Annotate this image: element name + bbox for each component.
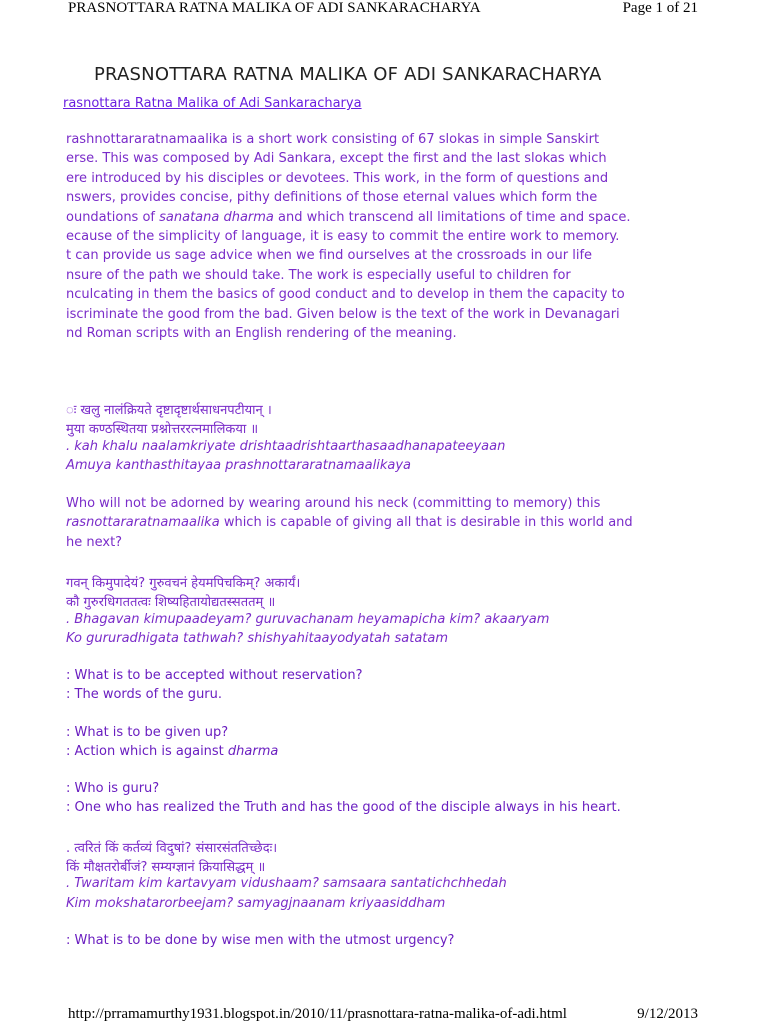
- intro-text: oundations of: [66, 210, 160, 225]
- verse1-devanagari-1: ः खलु नालंक्रियते दृष्टादृष्टार्थसाधनपटीयान् ।: [66, 403, 272, 418]
- page-footer: [0, 1006, 768, 1026]
- verse3-question-1: : What is to be done by wise men with the utmost urgency?: [66, 933, 455, 948]
- intro-text: and which transcend all limitations of time and space.: [273, 210, 631, 225]
- verse2-devanagari-2: कौ गुरुरधिगततत्वः शिष्यहितायोद्यतस्सततम् ॥: [66, 595, 276, 610]
- intro-line-9: nculcating in them the basics of good conduct and to develop in them the capacity to: [66, 287, 625, 302]
- title-link[interactable]: rasnottara Ratna Malika of Adi Sankaracharya: [63, 96, 362, 111]
- intro-line-5: [66, 210, 631, 225]
- answer-term: dharma: [227, 744, 279, 759]
- verse1-roman-2: Amuya kanthasthitayaa prashnottararatnamaalikaya: [66, 458, 411, 473]
- footer-date: 9/12/2013: [637, 1006, 698, 1022]
- verse3-roman-2: Kim mokshatarorbeejam? samyagjnaanam kriyaasiddham: [66, 896, 446, 911]
- verse1-english-2: [66, 515, 633, 530]
- intro-line-6: ecause of the simplicity of language, it is easy to commit the entire work to memory.: [66, 229, 620, 244]
- verse2-answer-1: : The words of the guru.: [66, 687, 223, 702]
- intro-line-8: nsure of the path we should take. The work is especially useful to children for: [66, 268, 571, 283]
- verse2-answer-2: [66, 744, 278, 759]
- verse2-roman-1: . Bhagavan kimupaadeyam? guruvachanam heyamapicha kim? akaaryam: [66, 612, 550, 627]
- page-title: PRASNOTTARA RATNA MALIKA OF ADI SANKARACHARYA: [94, 64, 602, 85]
- verse3-devanagari-2: किं मौक्षतरोर्बीजं? सम्यग्ज्ञानं क्रियासिद्धम् ॥: [66, 860, 266, 875]
- intro-line-4: nswers, provides concise, pithy definitions of those eternal values which form the: [66, 190, 598, 205]
- verse3-roman-1: . Twaritam kim kartavyam vidushaam? samsaara santatichchhedah: [66, 876, 507, 891]
- verse2-roman-2: Ko gururadhigata tathwah? shishyahitaayodyatah satatam: [66, 631, 449, 646]
- verse1-devanagari-2: मुया कण्ठस्थितया प्रश्नोत्तररत्नमालिकया ॥: [66, 422, 259, 437]
- verse2-answer-3: : One who has realized the Truth and has the good of the disciple always in his heart.: [66, 800, 621, 815]
- header-title: PRASNOTTARA RATNA MALIKA OF ADI SANKARACHARYA: [68, 0, 481, 16]
- intro-line-11: nd Roman scripts with an English rendering of the meaning.: [66, 326, 457, 341]
- intro-line-2: erse. This was composed by Adi Sankara, except the first and the last slokas which: [66, 151, 607, 166]
- verse2-devanagari-1: गवन् किमुपादेयं? गुरुवचनं हेयमपिचकिम्? अकार्यं।: [66, 576, 301, 591]
- intro-line-1: rashnottararatnamaalika is a short work consisting of 67 slokas in simple Sanskirt: [66, 132, 600, 147]
- verse1-english-3: he next?: [66, 535, 123, 550]
- page-number: Page 1 of 21: [622, 0, 698, 16]
- verse1-text: which is capable of giving all that is desirable in this world and: [219, 515, 633, 530]
- verse2-question-3: : Who is guru?: [66, 781, 160, 796]
- intro-line-7: t can provide us sage advice when we find ourselves at the crossroads in our life: [66, 248, 593, 263]
- verse1-roman-1: . kah khalu naalamkriyate drishtaadrishtaarthasaadhanapateeyaan: [66, 439, 506, 454]
- verse1-english-1: Who will not be adorned by wearing around his neck (committing to memory) this: [66, 496, 601, 511]
- verse2-question-2: : What is to be given up?: [66, 725, 229, 740]
- verse3-devanagari-1: . त्वरितं किं कर्तव्यं विदुषां? संसारसंततिच्छेदः।: [66, 841, 278, 856]
- intro-line-10: iscriminate the good from the bad. Given below is the text of the work in Devanagari: [66, 307, 620, 322]
- verse1-term: rasnottararatnamaalika: [66, 515, 220, 530]
- intro-emphasis: sanatana dharma: [159, 210, 274, 225]
- answer-text: : Action which is against: [66, 744, 228, 759]
- intro-line-3: ere introduced by his disciples or devotees. This work, in the form of questions and: [66, 171, 609, 186]
- verse2-question-1: : What is to be accepted without reservation?: [66, 668, 363, 683]
- footer-url[interactable]: http://prramamurthy1931.blogspot.in/2010/11/prasnottara-ratna-malika-of-adi.html: [68, 1006, 567, 1022]
